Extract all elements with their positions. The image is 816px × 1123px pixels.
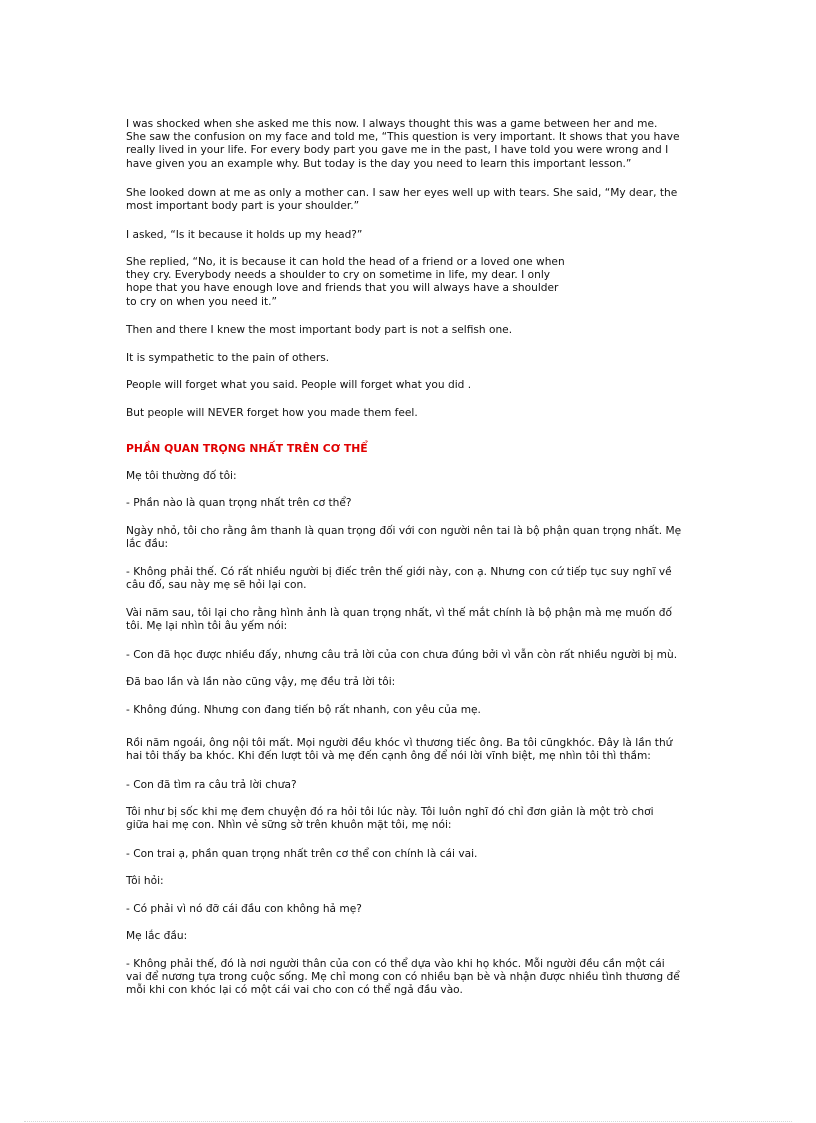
vietnamese-paragraph-13: Tôi hỏi:	[126, 875, 164, 887]
vietnamese-paragraph-9: Rồi năm ngoái, ông nội tôi mất. Mọi người đều khóc vì thương tiếc ông. Ba tôi cũngkhóc. Đây là lần thứ hai tôi thấy ba khóc. Khi đến lượt tôi và mẹ đến cạnh ông để nói lời vĩnh biệt, mẹ nhìn tôi thì thầm:	[126, 737, 673, 763]
vietnamese-paragraph-5: Vài năm sau, tôi lại cho rằng hình ảnh là quan trọng nhất, vì thế mắt chính là bộ phận mà mẹ muốn đố tôi. Mẹ lại nhìn tôi âu yếm nói:	[126, 607, 672, 633]
english-paragraph-4: She replied, “No, it is because it can hold the head of a friend or a loved one when they cry. Everybody needs a shoulder to cry on sometime in life, my dear. I only hope that you have enough love and friends that you will always have a shoulder to cry on when you need it.”	[126, 256, 565, 308]
vietnamese-paragraph-4: - Không phải thế. Có rất nhiều người bị điếc trên thế giới này, con ạ. Nhưng con cứ tiếp tục suy nghĩ về câu đố, sau này mẹ sẽ hỏi lại con.	[126, 566, 672, 592]
english-paragraph-2: She looked down at me as only a mother can. I saw her eyes well up with tears. She said, “My dear, the most important body part is your shoulder.”	[126, 187, 678, 213]
english-paragraph-5: Then and there I knew the most important body part is not a selfish one.	[126, 324, 513, 336]
vietnamese-paragraph-1: Mẹ tôi thường đố tôi:	[126, 470, 237, 482]
vietnamese-paragraph-8: - Không đúng. Nhưng con đang tiến bộ rất nhanh, con yêu của mẹ.	[126, 704, 481, 716]
vietnamese-paragraph-16: - Không phải thế, đó là nơi người thân của con có thể dựa vào khi họ khóc. Mỗi người đều cần một cái vai để nương tựa trong cuộc sống. Mẹ chỉ mong con có nhiều bạn bè và nhận được nhiều tình thương để mỗi khi con khóc lại có một cái vai cho con có thể ngả đầu vào.	[126, 958, 680, 997]
vietnamese-paragraph-6: - Con đã học được nhiều đấy, nhưng câu trả lời của con chưa đúng bởi vì vẫn còn rất nhiều người bị mù.	[126, 649, 678, 661]
vietnamese-paragraph-11: Tôi như bị sốc khi mẹ đem chuyện đó ra hỏi tôi lúc này. Tôi luôn nghĩ đó chỉ đơn giản là một trò chơi giữa hai mẹ con. Nhìn vẻ sững sờ trên khuôn mặt tôi, mẹ nói:	[126, 806, 654, 832]
vietnamese-paragraph-3: Ngày nhỏ, tôi cho rằng âm thanh là quan trọng đối với con người nên tai là bộ phận quan trọng nhất. Mẹ lắc đầu:	[126, 525, 682, 551]
english-paragraph-7: People will forget what you said. People will forget what you did .	[126, 379, 472, 391]
english-paragraph-3: I asked, “Is it because it holds up my head?”	[126, 229, 363, 241]
vietnamese-paragraph-10: - Con đã tìm ra câu trả lời chưa?	[126, 779, 297, 791]
english-paragraph-1: I was shocked when she asked me this now. I always thought this was a game between her and me. She saw the confusion on my face and told me, “This question is very important. It shows that you have really lived in your life. For every body part you gave me in the past, I have told you were wrong and I have given you an example why. But today is the day you need to learn this important lesson.”	[126, 118, 680, 170]
english-paragraph-8: But people will NEVER forget how you made them feel.	[126, 407, 418, 419]
vietnamese-paragraph-12: - Con trai ạ, phần quan trọng nhất trên cơ thể con chính là cái vai.	[126, 848, 478, 860]
page-bottom-divider	[24, 1121, 792, 1122]
section-heading: PHẦN QUAN TRỌNG NHẤT TRÊN CƠ THỂ	[126, 442, 368, 455]
vietnamese-paragraph-14: - Có phải vì nó đỡ cái đầu con không hả mẹ?	[126, 903, 362, 915]
english-paragraph-6: It is sympathetic to the pain of others.	[126, 352, 330, 364]
vietnamese-paragraph-7: Đã bao lần và lần nào cũng vậy, mẹ đều trả lời tôi:	[126, 676, 396, 688]
vietnamese-paragraph-15: Mẹ lắc đầu:	[126, 930, 188, 942]
vietnamese-paragraph-2: - Phần nào là quan trọng nhất trên cơ thể?	[126, 497, 352, 509]
